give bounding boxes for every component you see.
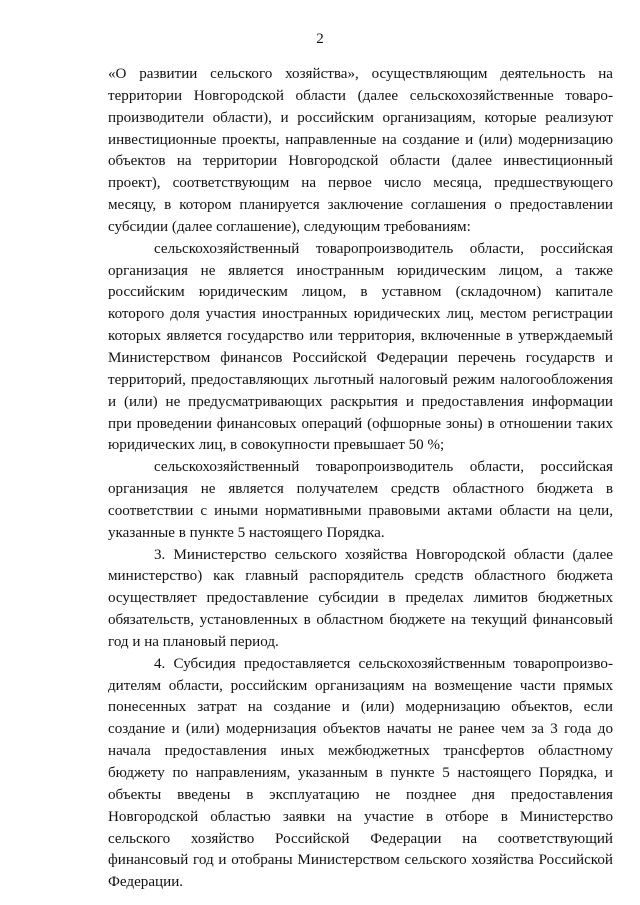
text-line: финансовый год и отобраны Министерством сельского хозяйства Российской	[108, 852, 613, 869]
paragraph	[108, 545, 613, 654]
text-line: сельскохозяйственный товаропроизводитель области, российская	[154, 240, 613, 257]
text-line: территорий, предоставляющих льготный налоговый режим налогообложения	[108, 371, 613, 388]
document-body	[108, 64, 613, 894]
text-line: Министерством финансов Российской Федерации перечень государств и	[108, 349, 613, 366]
text-line: производители области), и российским организациям, которые реализуют	[108, 109, 613, 126]
text-line: которых является государство или территория, включенные в утверждаемый	[108, 328, 613, 345]
text-line: «О развитии сельского хозяйства», осуществляющим деятельность на	[108, 66, 613, 82]
paragraph	[108, 239, 613, 457]
text-line: инвестиционные проекты, направленные на создание и (или) модернизацию	[108, 131, 613, 148]
text-line: соответствии с иными нормативными правовыми актами области на цели,	[108, 502, 613, 519]
text-line: организация не является получателем средств областного бюджета в	[108, 481, 613, 498]
page-number: 2	[316, 31, 324, 47]
text-line: объекты введены в эксплуатацию не позднее дня предоставления	[108, 786, 613, 803]
text-line: дителям области, российским организациям на возмещение части прямых	[108, 677, 613, 694]
text-line: юридических лиц, в совокупности превышает 50 %;	[108, 437, 445, 454]
paragraph	[108, 654, 613, 894]
text-line: месяцу, в котором планируется заключение соглашения о предоставлении	[108, 197, 613, 214]
text-line: российским юридическим лицом, в уставном (складочном) капитале	[108, 284, 613, 301]
text-line: год и на плановый период.	[108, 633, 279, 650]
text-line: при проведении финансовых операций (офшорные зоны) в отношении таких	[108, 415, 613, 432]
text-line: субсидии (далее соглашение), следующим требованиям:	[108, 218, 471, 235]
text-line: которого доля участия иностранных юридических лиц, местом регистрации	[108, 306, 613, 323]
text-line: создание и (или) модернизация объектов начаты не ранее чем за 3 года до	[108, 721, 613, 738]
text-line: 3. Министерство сельского хозяйства Новгородской области (далее	[154, 546, 613, 563]
text-line: начала предоставления иных межбюджетных трансфертов областному	[108, 743, 613, 760]
text-line: организация не является иностранным юридическим лицом, а также	[108, 262, 613, 279]
text-line: и (или) не предусматривающих раскрытия и предоставления информации	[108, 393, 613, 410]
text-line: объектов на территории Новгородской области (далее инвестиционный	[108, 153, 613, 170]
text-line: сельскохозяйственный товаропроизводитель области, российская	[154, 459, 613, 476]
text-line: территории Новгородской области (далее сельскохозяйственные товаро-	[108, 87, 613, 104]
paragraph	[108, 457, 613, 544]
text-line: бюджету по направлениям, указанным в пункте 5 настоящего Порядка, и	[108, 765, 613, 781]
text-line: Новгородской областью заявки на участие в отборе в Министерство	[108, 808, 613, 825]
text-line: понесенных затрат на создание и (или) модернизацию объектов, если	[108, 699, 613, 716]
text-line: сельского хозяйство Российской Федерации на соответствующий	[108, 830, 613, 847]
text-line: министерство) как главный распорядитель средств областного бюджета	[108, 568, 613, 585]
text-line: 4. Субсидия предоставляется сельскохозяйственным товаропроизво-	[154, 655, 613, 672]
text-line: Федерации.	[108, 874, 184, 891]
text-line: указанные в пункте 5 настоящего Порядка.	[108, 524, 385, 541]
text-line: обязательств, установленных в областном бюджете на текущий финансовый	[108, 612, 613, 629]
text-line: проект), соответствующим на первое число месяца, предшествующего	[108, 175, 613, 192]
paragraph	[108, 64, 613, 239]
text-line: осуществляет предоставление субсидии в пределах лимитов бюджетных	[108, 590, 613, 607]
